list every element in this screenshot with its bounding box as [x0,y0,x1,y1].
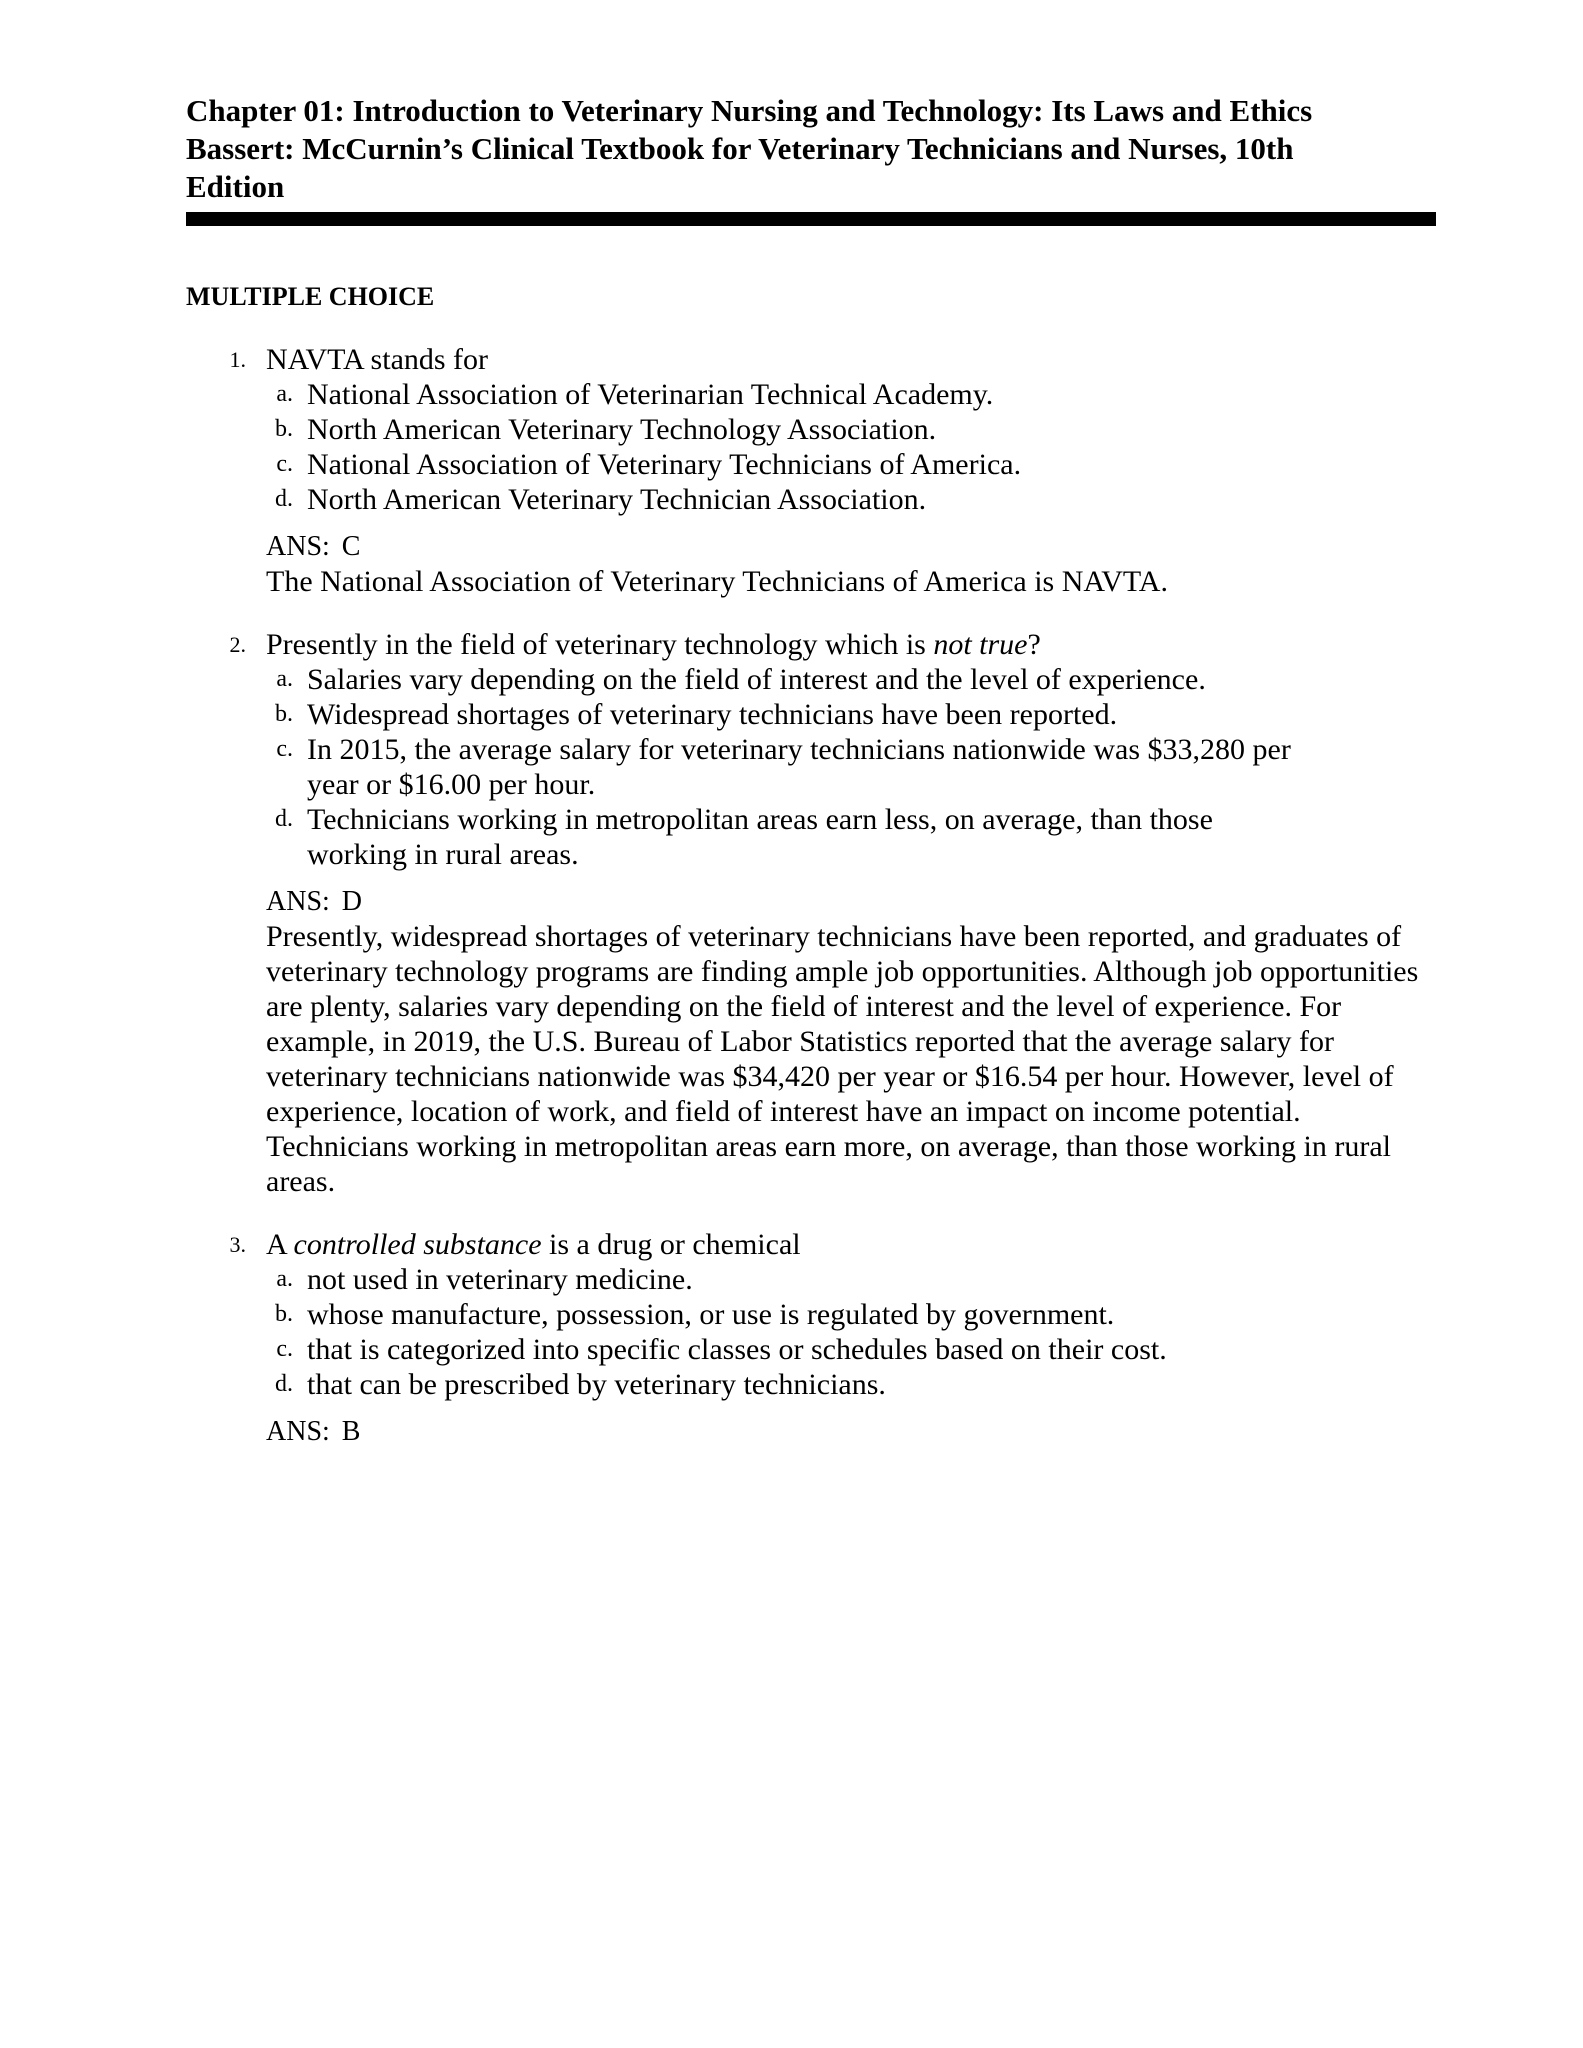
question-stem [186,342,1436,377]
choice-b [186,412,1436,447]
book-title: Bassert: McCurnin’s Clinical Textbook for Veterinary Technicians and Nurses, 10th [186,131,1294,166]
document-page [186,92,1436,1477]
choice-text: National Association of Veterinary Technicians of America. [307,448,1022,481]
answer-block [266,1414,1436,1449]
question-text-part: A [266,1228,294,1261]
answer-label [266,1414,1436,1449]
choice-text: Salaries vary depending on the field of interest and the level of experience. [307,663,1206,696]
question-text-part: ? [1027,628,1041,661]
question-text: NAVTA stands for [266,343,489,376]
choice-text: whose manufacture, possession, or use is regulated by government. [307,1298,1115,1331]
choice-text: In 2015, the average salary for veterinary technicians nationwide was $33,280 per year or $16.00 per hour. [307,733,1291,801]
question-text-part: is a drug or chemical [541,1228,801,1261]
question-text [266,1227,801,1262]
choice-letter: a. [276,666,293,692]
chapter-title: Chapter 01: Introduction to Veterinary Nursing and Technology: Its Laws and Ethics [186,93,1313,128]
choice-text: North American Veterinary Technician Association. [307,483,927,516]
answer-label-text: ANS: [266,886,330,917]
choice-d [186,482,1436,517]
question-text [266,627,1041,662]
answer-block [266,529,1436,599]
choice-text: Widespread shortages of veterinary technicians have been reported. [307,698,1118,731]
answer-label-text: ANS: [266,1416,330,1447]
choice-letter: c. [276,736,293,762]
answer-letter: D [341,886,363,917]
question-number: 2. [229,632,246,657]
choice-text: North American Veterinary Technology Association. [307,413,937,446]
choice-text: that is categorized into specific classes or schedules based on their cost. [307,1333,1167,1366]
question-emphasis: controlled substance [293,1228,542,1261]
choice-c [186,447,1436,482]
choice-list [186,377,1436,517]
choice-text: not used in veterinary medicine. [307,1263,693,1296]
choice-list [186,662,1436,872]
choice-list [186,1262,1436,1402]
question-text-part: Presently in the field of veterinary technology which is [266,628,934,661]
question-1 [186,342,1436,599]
answer-label [266,884,1436,919]
book-edition: Edition [186,169,285,204]
question-3 [186,1227,1436,1449]
question-stem [186,1227,1436,1262]
answer-letter: B [341,1416,361,1447]
choice-letter: b. [275,1301,293,1327]
question-2 [186,627,1436,1199]
answer-label [266,529,1436,564]
choice-a [186,1262,1436,1297]
choice-letter: d. [275,486,293,512]
choice-text: Technicians working in metropolitan areas earn less, on average, than those working in rural areas. [307,803,1213,871]
document-header [186,92,1436,226]
answer-label-text: ANS: [266,531,330,562]
choice-letter: a. [276,381,293,407]
choice-letter: a. [276,1266,293,1292]
choice-text: that can be prescribed by veterinary technicians. [307,1368,886,1401]
choice-c [186,1332,1436,1367]
choice-a [186,662,1436,697]
choice-letter: c. [276,1336,293,1362]
question-number: 1. [229,347,246,372]
choice-b [186,1297,1436,1332]
choice-letter: d. [275,806,293,832]
answer-block [266,884,1436,1199]
choice-letter: d. [275,1371,293,1397]
answer-rationale: Presently, widespread shortages of veterinary technicians have been reported, and graduates of veterinary technology programs are finding ample job opportunities. Although job opportunities are plenty, salaries vary depending on the field of interest and the level of experience. For example, in 2019, the U.S. Bureau of Labor Statistics reported that the average salary for veterinary technicians nationwide was $34,420 per year or $16.54 per hour. However, level of experience, location of work, and field of interest have an impact on income potential. Technicians working in metropolitan areas earn more, on average, than those working in rural areas. [266,920,1419,1198]
section-heading: MULTIPLE CHOICE [186,282,435,311]
choice-letter: b. [275,416,293,442]
choice-a [186,377,1436,412]
header-rule [186,212,1436,226]
question-number: 3. [229,1232,246,1257]
choice-letter: b. [275,701,293,727]
choice-text: National Association of Veterinarian Technical Academy. [307,378,994,411]
question-emphasis: not true [933,628,1028,661]
choice-b [186,697,1436,732]
choice-d [186,802,1436,872]
choice-letter: c. [276,451,293,477]
choice-c [186,732,1436,802]
answer-rationale: The National Association of Veterinary Technicians of America is NAVTA. [266,565,1168,598]
question-stem [186,627,1436,662]
choice-d [186,1367,1436,1402]
answer-letter: C [341,531,361,562]
